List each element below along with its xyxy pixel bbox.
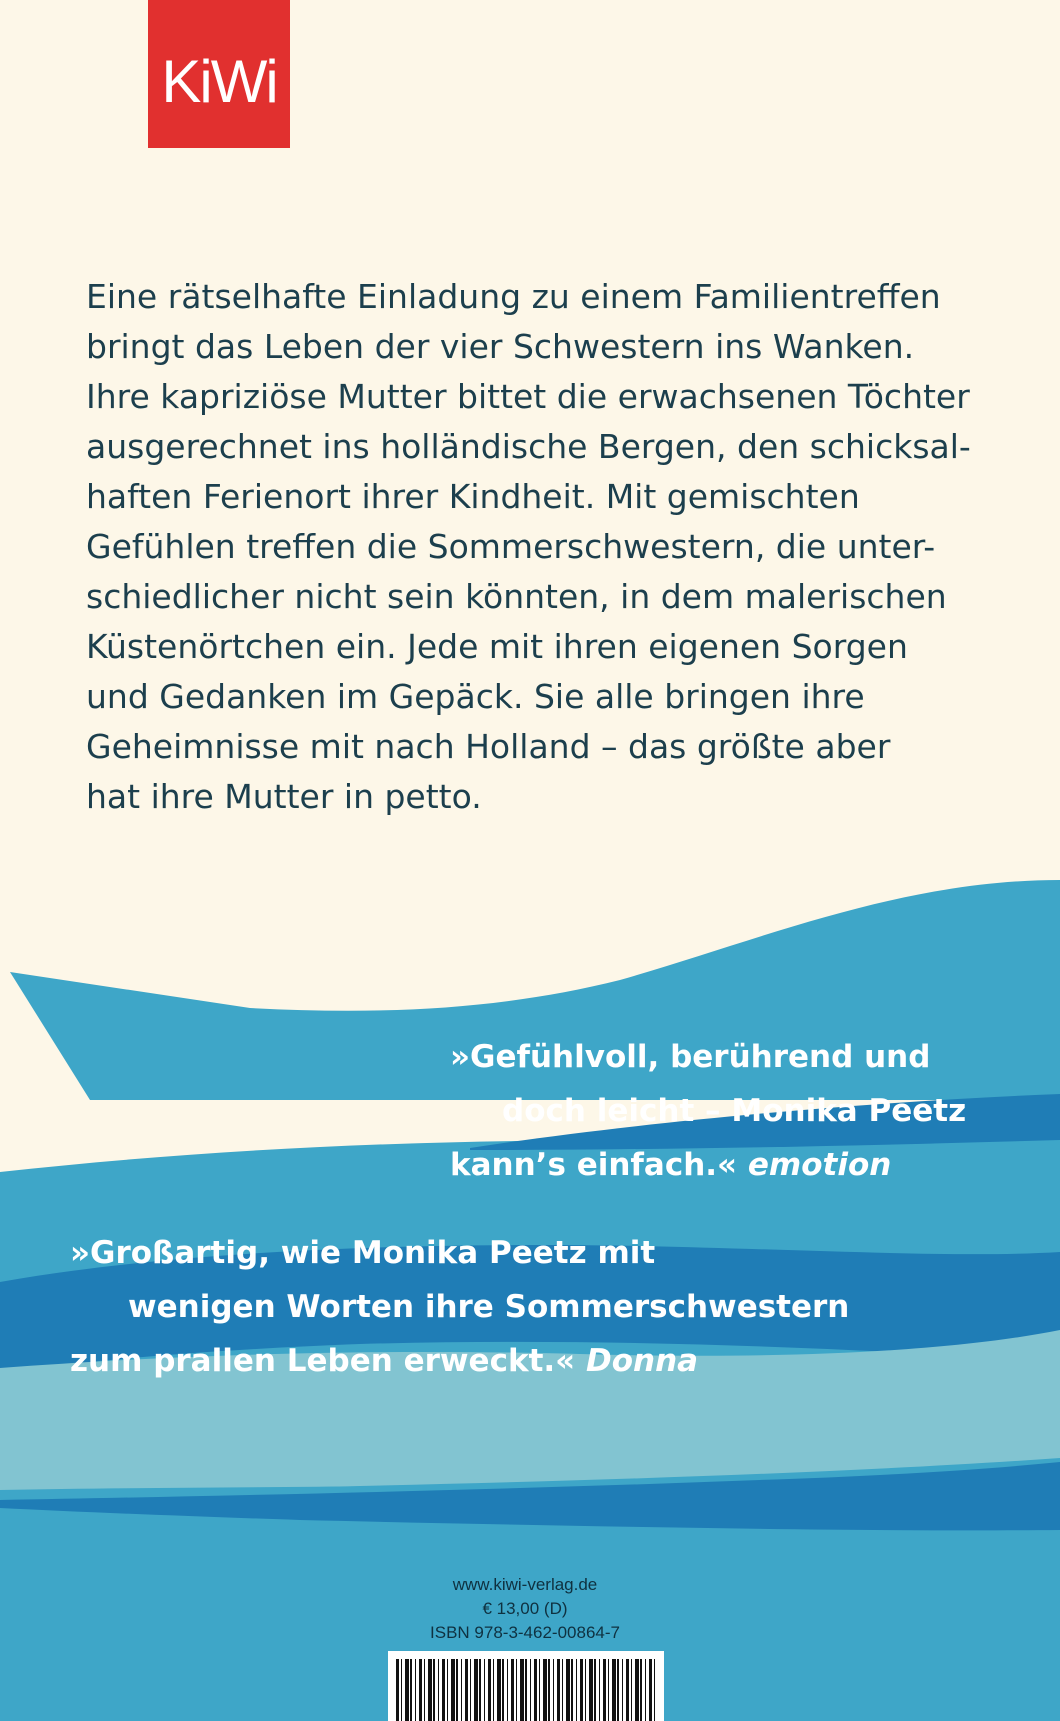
barcode-bars	[396, 1659, 656, 1721]
quote-line: kann’s einfach.«	[450, 1147, 738, 1183]
review-quote-donna	[70, 1226, 849, 1388]
barcode	[388, 1651, 664, 1721]
blurb-line: und Gedanken im Gepäck. Sie alle bringen ihre	[86, 677, 865, 716]
blurb-line: ausgerechnet ins holländische Bergen, den schicksal-	[86, 427, 971, 466]
blurb-line: hat ihre Mutter in petto.	[86, 777, 482, 816]
quote-line-with-source	[70, 1334, 849, 1388]
blurb-line: Geheimnisse mit nach Holland – das größte aber	[86, 727, 891, 766]
blurb-line: bringt das Leben der vier Schwestern ins Wanken.	[86, 327, 915, 366]
publisher-website[interactable]: www.kiwi-verlag.de	[452, 1575, 598, 1594]
price-label: € 13,00 (D)	[482, 1599, 568, 1618]
blurb-line: Gefühlen treffen die Sommerschwestern, die unter-	[86, 527, 936, 566]
blurb-line: haften Ferienort ihrer Kindheit. Mit gemischten	[86, 477, 860, 516]
blurb-line: Eine rätselhafte Einladung zu einem Familientreffen	[86, 277, 941, 316]
quote-line: »Großartig, wie Monika Peetz mit	[70, 1235, 656, 1271]
blurb-line: Ihre kapriziöse Mutter bittet die erwachsenen Töchter	[86, 377, 970, 416]
publisher-logo-text: KiWi	[161, 47, 277, 115]
quote-source: Donna	[586, 1343, 699, 1379]
blurb-line: Küstenörtchen ein. Jede mit ihren eigenen Sorgen	[86, 627, 908, 666]
quote-source: emotion	[747, 1147, 892, 1183]
quote-line-with-source	[450, 1138, 966, 1192]
quote-line: wenigen Worten ihre Sommerschwestern	[128, 1289, 850, 1325]
quote-line: doch leicht – Monika Peetz	[502, 1093, 967, 1129]
review-quote-emotion	[450, 1030, 966, 1192]
isbn-label: ISBN 978-3-462-00864-7	[430, 1623, 620, 1642]
quote-line: zum prallen Leben erweckt.«	[70, 1343, 576, 1379]
blurb-line: schiedlicher nicht sein könnten, in dem malerischen	[86, 577, 947, 616]
publication-info	[390, 1573, 660, 1645]
quote-line: »Gefühlvoll, berührend und	[450, 1039, 931, 1075]
